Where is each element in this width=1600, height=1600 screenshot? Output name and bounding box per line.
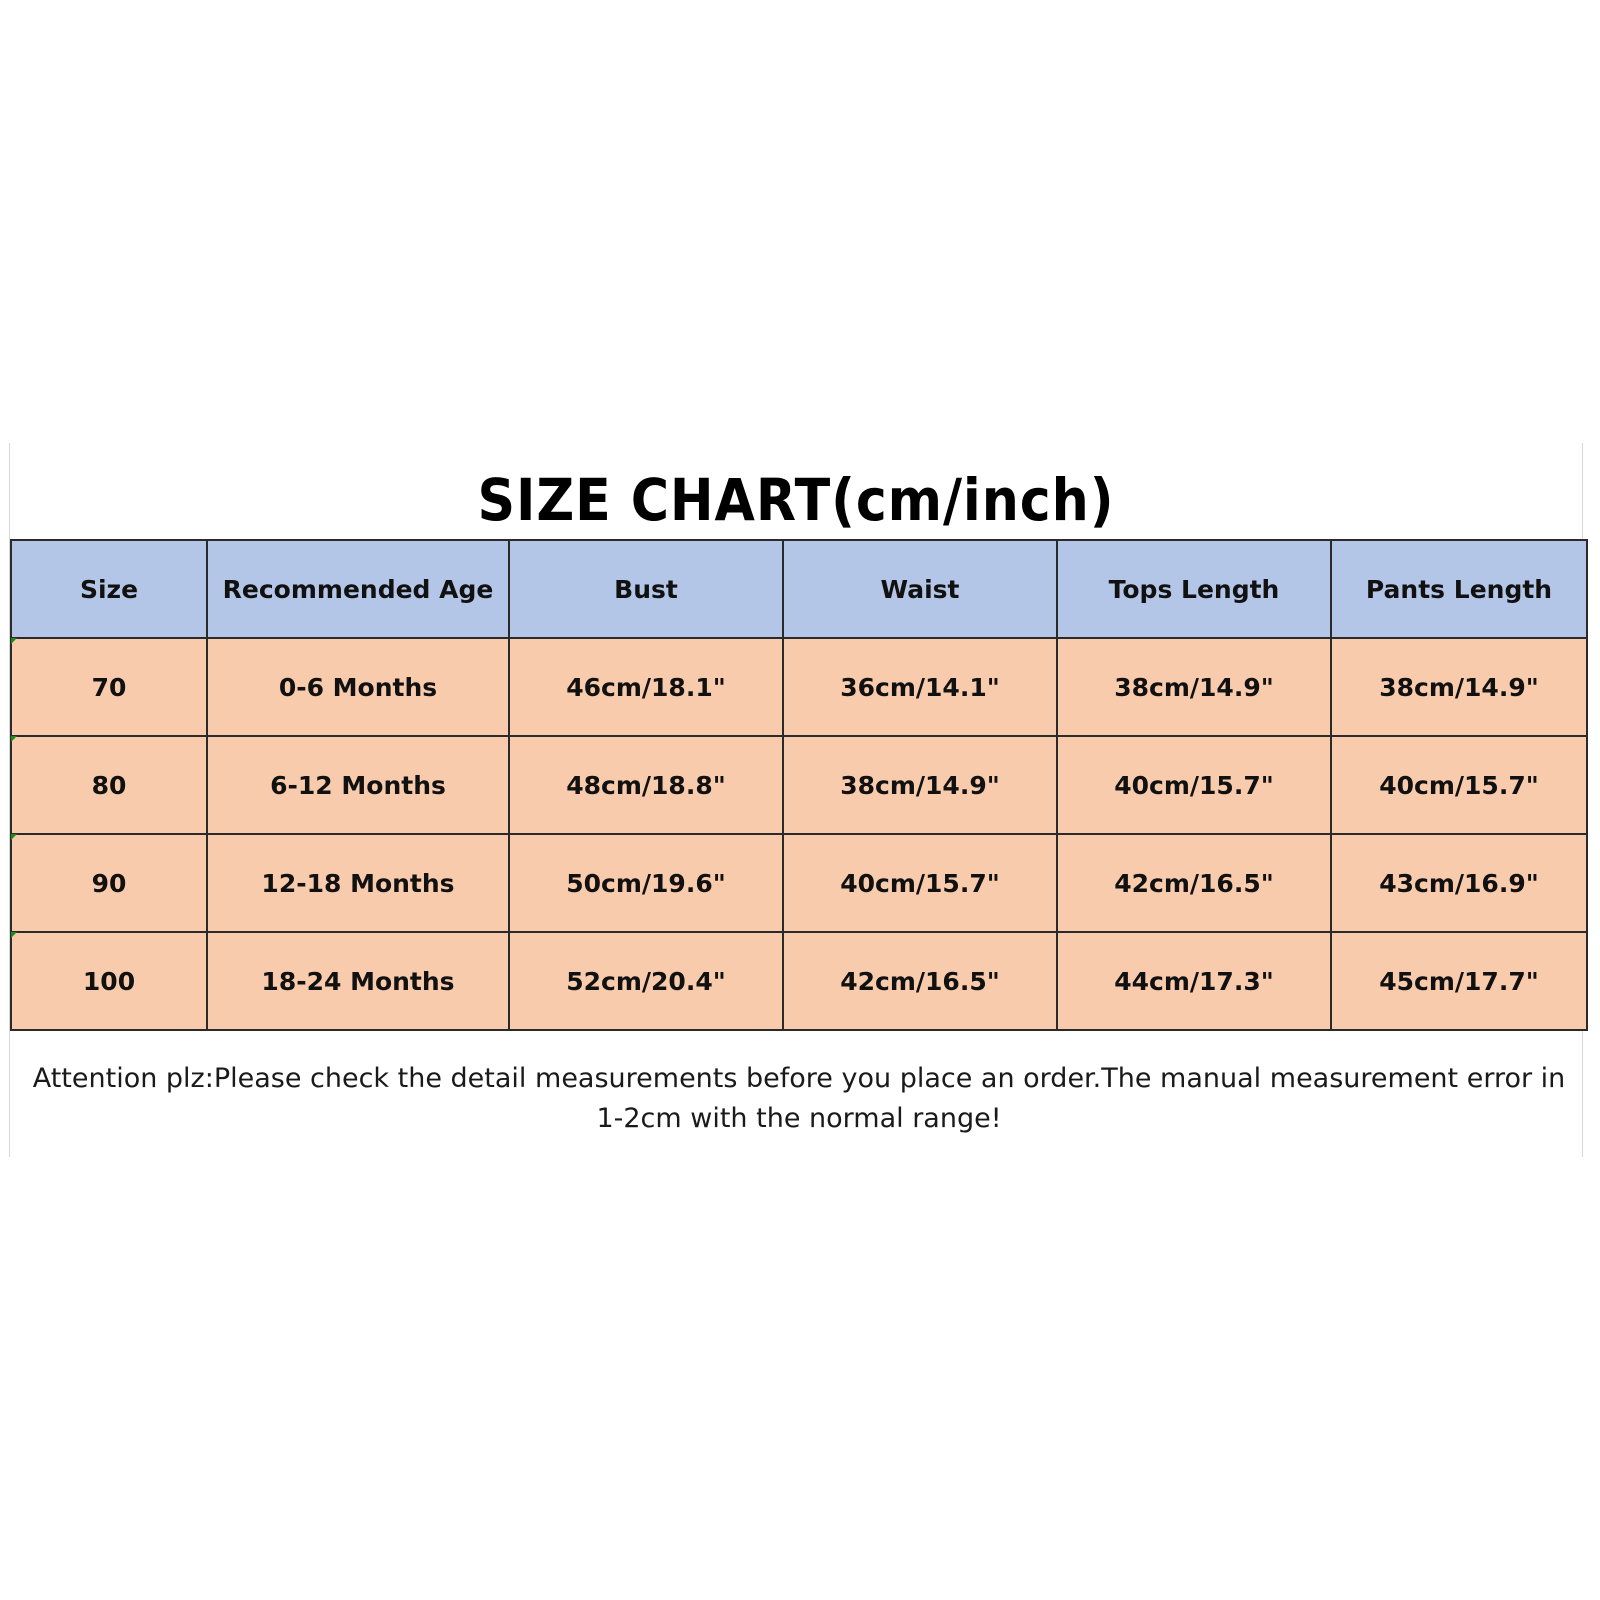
table-header-row: [11, 540, 1587, 638]
table-cell: 52cm/20.4": [509, 932, 783, 1030]
column-header-waist: Waist: [783, 540, 1057, 638]
attention-note: Attention plz:Please check the detail measurements before you place an order.The manual measurement error in 1-2cm with the normal range!: [32, 1063, 1566, 1134]
table-cell: 50cm/19.6": [509, 834, 783, 932]
table-cell: 43cm/16.9": [1331, 834, 1587, 932]
table-cell: 48cm/18.8": [509, 736, 783, 834]
size-chart-panel: [9, 443, 1583, 1157]
column-header-size: Size: [11, 540, 207, 638]
table-row: [11, 638, 1587, 736]
table-cell: 42cm/16.5": [783, 932, 1057, 1030]
table-cell: 18-24 Months: [207, 932, 509, 1030]
table-cell: 70: [11, 638, 207, 736]
page-title: SIZE CHART(cm/inch): [477, 466, 1115, 534]
table-cell: 45cm/17.7": [1331, 932, 1587, 1030]
table-cell: 6-12 Months: [207, 736, 509, 834]
table-cell: 40cm/15.7": [1331, 736, 1587, 834]
table-cell: 44cm/17.3": [1057, 932, 1331, 1030]
table-cell: 38cm/14.9": [783, 736, 1057, 834]
size-table: [10, 539, 1588, 1031]
table-cell: 0-6 Months: [207, 638, 509, 736]
column-header-pants-length: Pants Length: [1331, 540, 1587, 638]
column-header-recommended-age: Recommended Age: [207, 540, 509, 638]
table-cell: 12-18 Months: [207, 834, 509, 932]
column-header-bust: Bust: [509, 540, 783, 638]
column-header-tops-length: Tops Length: [1057, 540, 1331, 638]
table-cell: 90: [11, 834, 207, 932]
table-cell: 42cm/16.5": [1057, 834, 1331, 932]
table-cell: 38cm/14.9": [1057, 638, 1331, 736]
table-cell: 80: [11, 736, 207, 834]
table-cell: 100: [11, 932, 207, 1030]
table-cell: 40cm/15.7": [783, 834, 1057, 932]
table-cell: 36cm/14.1": [783, 638, 1057, 736]
table-row: [11, 932, 1587, 1030]
table-cell: 40cm/15.7": [1057, 736, 1331, 834]
table-row: [11, 736, 1587, 834]
table-cell: 38cm/14.9": [1331, 638, 1587, 736]
table-cell: 46cm/18.1": [509, 638, 783, 736]
table-row: [11, 834, 1587, 932]
